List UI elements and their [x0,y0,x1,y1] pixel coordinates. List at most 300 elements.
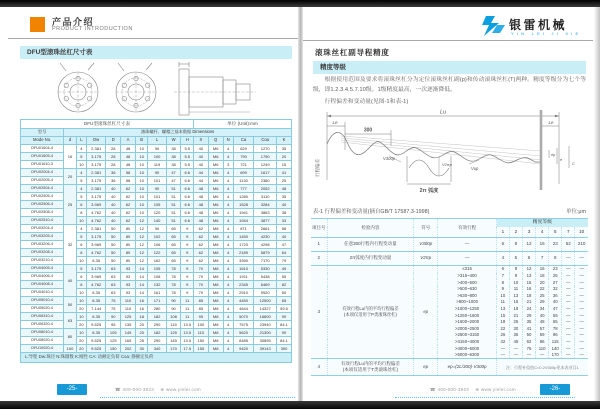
cell: 63 [106,265,121,273]
label-v300p: V300p [383,156,396,161]
cell: 4 [76,225,86,233]
header-grade-number: 5 [549,227,562,238]
cell-model: DFU08010-4 [21,329,64,337]
cell: 90 [148,145,166,153]
cell: 1610 [233,265,253,273]
cell: 40 [193,161,208,169]
cell: M8 [208,345,223,353]
cell: 340 [148,345,166,353]
globe-icon: ⊕ [160,387,165,392]
header-model-cn: 型号 [21,129,64,137]
cell: 4 [223,305,233,313]
cell: 40 [277,233,292,241]
cell: M8 [208,233,223,241]
cell: 14 [135,273,148,281]
cell: 5438 [254,273,277,281]
cell: 6.35 [87,289,106,297]
cell-model: DFU02506-4 [21,201,64,209]
cell: 93 [121,289,136,297]
cell-grade-value: 8 [549,252,562,266]
cell-grade-value: 7 [496,273,509,280]
cell-travel: >1250~1600 [438,312,496,319]
cell: 14327 [254,305,277,313]
cell-grade-value: 65 [549,319,562,326]
cell: 13.5 [181,329,194,337]
table-row [21,225,292,233]
cell: 3390 [233,257,253,265]
table-header-row [311,219,588,228]
table-row [21,297,292,305]
cell-model: DFU03206-4 [21,241,64,249]
header-grade-number: 10 [575,227,588,238]
cell-grade-value: — [575,319,588,326]
table-row [21,217,292,225]
ballscrew-technical-drawing [36,59,276,117]
cell: 1130 [233,177,253,185]
cell: 80 [121,225,136,233]
table-row [21,305,292,313]
cell: 6469 [254,281,277,289]
table-row [21,153,292,161]
column-header: L [148,137,166,145]
cell: 10 [76,313,86,321]
cell-symbol: V300p [414,238,438,252]
axis-label: 行程偏差 [315,159,320,177]
cell: 33 [277,217,292,225]
cell: 63 [106,273,121,281]
cell: 12500 [254,297,277,305]
cell: 5 [76,265,86,273]
cell: 119 [148,161,166,169]
cell: 48 [193,201,208,209]
column-header: Dw [87,137,106,145]
cell: 10 [135,193,148,201]
cell-grade-value: 16 [536,238,549,252]
cell: 150 [106,345,121,353]
cell: 3110 [254,193,277,201]
header-grade-number: 7 [562,227,575,238]
cell: 62 [193,241,208,249]
cell: 12 [135,257,148,265]
cell: 721 [233,161,253,169]
cell-d: 80 [64,329,77,345]
cell: 6.6 [181,209,194,217]
logo-company-name: 银雷机械 [509,18,568,32]
cell: 5620 [233,329,253,337]
cell: 3.175 [87,193,106,201]
cell-formula: ep=(2L/300)·V300p [438,359,496,376]
cell: 62 [121,217,136,225]
cell: 4 [223,209,233,217]
cell: 105 [148,201,166,209]
cell: 9 [181,281,194,289]
cell-model: DFU06310-4 [21,313,64,321]
globe-icon: ⊕ [475,387,480,392]
cell-grade-value: 27 [549,279,562,286]
accuracy-table [311,218,588,376]
table-row [21,185,292,193]
cell-grade-value: 48 [536,319,549,326]
cell: 12 [135,225,148,233]
cell: 78 [166,265,181,273]
cell: 6.6 [181,201,194,209]
header-rule [8,38,298,39]
cell: 50 [277,289,292,297]
cell-grade-value: — [575,292,588,299]
cell: 51 [166,201,181,209]
cell-d: 16 [64,145,77,169]
cell: 38 [166,145,181,153]
cell: 9 [181,241,194,249]
cell-d: 20 [64,169,77,185]
cell: 1911 [233,273,253,281]
table-row [21,321,292,329]
cell: 9520 [254,289,277,297]
cell: M8 [208,225,223,233]
cell: 30895 [254,337,277,345]
scan-bottom-strip [0,401,600,409]
cell: 48 [121,153,136,161]
cell: 6.6 [181,185,194,193]
cell: 50 [106,233,121,241]
cell: 6.6 [181,169,194,177]
cell-grade-value: — [575,299,588,306]
cell: 6 [76,201,86,209]
cell: 10 [76,257,86,265]
cell-grade-value: 50 [522,332,535,339]
cell: 4 [223,273,233,281]
header-rule [303,40,593,41]
cell-grade-value: 23 [549,238,562,252]
cell-d: 25 [64,185,77,225]
cell: 90 [277,329,292,337]
cell-grade-value: 16 [536,266,549,273]
cell: 64 [277,249,292,257]
table-row [21,249,292,257]
cell-grade-value: 8 [496,279,509,286]
cell: 48 [193,185,208,193]
cell-grade-value: — [575,266,588,273]
cell: 9 [181,225,194,233]
table-row [21,265,292,273]
cell-grade-value: — [562,286,575,293]
cell: 9.525 [87,345,106,353]
cell: 4 [223,313,233,321]
cell: 90 [277,313,292,321]
cell: 41 [277,169,292,177]
cell: 9 [181,273,194,281]
cell: 70 [193,265,208,273]
travel-deviation-curve [327,132,541,162]
one-rev-inset [407,156,451,184]
cell: 3.969 [87,273,106,281]
table-row [21,161,292,169]
accuracy-table-body [311,219,588,376]
cell: 4 [223,249,233,257]
cell: 1790 [254,153,277,161]
table-row [21,241,292,249]
cell-travel: >2000~2500 [438,325,496,332]
header-grade-number: 3 [522,227,535,238]
label-vup: Vup [471,166,479,171]
cell-model: DFU10020-4 [21,345,64,353]
cell: 25 [277,177,292,185]
flange-front-view-a [58,63,98,112]
cell: 170 [166,345,181,353]
cell: 44 [193,177,208,185]
cell: 40 [106,217,121,225]
cell: 300 [277,345,292,353]
cell-grade-value: 36 [549,292,562,299]
cell: 4 [223,225,233,233]
cell: 100 [148,153,166,161]
cell: 40 [106,209,121,217]
cell: 39143 [254,345,277,353]
cell: 16 [135,305,148,313]
cell: 4.762 [87,249,106,257]
cell: 47 [166,177,181,185]
cell-travel: >5000~6300 [438,352,496,359]
table-row [21,193,292,201]
cell: 47 [277,241,292,249]
left-page [8,7,298,401]
cell: 70 [193,273,208,281]
yinlei-logo-icon [481,16,507,36]
cell-item: 3 [311,266,327,359]
cell: 6 [76,241,86,249]
cell: 4 [223,337,233,345]
cell: 132 [148,281,166,289]
cell: 62 [121,193,136,201]
cell-grade-value: 40 [549,299,562,306]
cell: 106 [148,241,166,249]
cell-travel: >400~500 [438,279,496,286]
cell: M8 [208,265,223,273]
cell-content: 2π弧度内行程变动量 [327,252,414,266]
cell: 5 [76,153,86,161]
table-row [21,289,292,297]
cell-model: DFU04008-4 [21,281,64,289]
cell-travel: >4000~5000 [438,345,496,352]
cell: 51 [166,217,181,225]
cell: 2.381 [87,185,106,193]
cell: 84.1 [277,337,292,345]
cell: 790 [233,153,253,161]
cell: 58 [121,177,136,185]
cell: 90 [166,297,181,305]
cell: 101 [148,193,166,201]
cell: 105 [148,265,166,273]
cell-grade-value: 25 [549,273,562,280]
cell: M6 [208,217,223,225]
cell-grade-value: — [496,352,509,359]
cell: 182 [148,329,166,337]
cell-grade-value: 78 [549,325,562,332]
cell: 21300 [254,329,277,337]
cell: 63 [106,289,121,297]
page-title-cn: 产品介绍 [52,17,95,27]
cell: 122 [148,249,166,257]
cell: M8 [208,313,223,321]
cell-grade-value: — [562,325,575,332]
cell: 4.762 [87,281,106,289]
label-300: 300 [363,127,373,134]
table-unit: 单位 (Unit):mm [193,120,291,129]
table1-caption-row [313,207,586,215]
cell-grade-value: — [562,279,575,286]
cell-grade-value: 21 [509,312,522,319]
phone-icon: ☎ [115,387,121,392]
cell: 6.35 [87,329,106,337]
cell: 90 [148,185,166,193]
cell-d: 100 [64,345,77,353]
cell: 4 [223,289,233,297]
label-e: e [560,158,563,162]
cell: 80 [121,249,136,257]
cell-travel: — [438,238,496,252]
cell-grade-value: 76 [522,345,535,352]
footer-website: www.yinlei.com [480,387,516,392]
table-header-row [21,137,292,145]
cell: 50 [106,257,121,265]
cell: 58 [121,169,136,177]
cell: 35 [277,193,292,201]
cell: 75 [106,297,121,305]
cell: 100 [193,321,208,329]
cell: 48 [193,193,208,201]
label-c: C [572,162,575,166]
cell: 4 [223,169,233,177]
column-header: L [76,137,86,145]
cell-grade-value: 29 [522,312,535,319]
cell: M6 [208,153,223,161]
cell-grade-value: 13 [496,306,509,313]
cell: 5879 [254,249,277,257]
cell-grade-value: — [562,352,575,359]
page-number-badge: -25- [57,384,87,395]
flange-front-view-b [116,63,156,112]
cell: 48 [193,209,208,217]
cell-grade-value: — [575,345,588,352]
cell: M8 [208,273,223,281]
cell-travel: >315~400 [438,273,496,280]
cell: 40 [106,193,121,201]
cell: 105 [106,329,121,337]
cell: 135 [121,321,136,329]
column-header: X [193,137,208,145]
cell-grade-value: — [562,299,575,306]
cell-grade-value: 8 [509,266,522,273]
cell-travel: >1600~2000 [438,319,496,326]
cell-grade-value: 18 [509,306,522,313]
cell: 80 [121,233,136,241]
cell: 5 [76,177,86,185]
cell: 699 [233,169,253,177]
cell: 12 [135,241,148,249]
cell: 2661 [254,225,277,233]
cell-travel: — [438,252,496,266]
cell-content: 有效行程Lu内的平均行程偏差 (本项仅适用于P类滚珠丝杠) [327,266,414,359]
cell: 40 [193,145,208,153]
cell: 4230 [254,233,277,241]
cell: 10 [76,329,86,337]
cell-model: DFU02504-4 [21,185,64,193]
cell: M6 [208,185,223,193]
cell: 145 [166,337,181,345]
cell: 1944 [233,217,253,225]
cell: 1617 [254,169,277,177]
footer-website: www.yinlei.com [165,387,201,392]
cell: 36 [106,177,121,185]
cell: 48 [277,185,292,193]
cell: M6 [208,201,223,209]
cell-grade-value: 10 [509,279,522,286]
header-grade-number: 4 [536,227,549,238]
footer-dotted-rule [100,397,295,398]
cell: 120 [148,209,166,217]
table-row [311,359,588,376]
column-header: H [181,137,194,145]
cell-model: DFU05010-4 [21,297,64,305]
cell: 3.175 [87,233,106,241]
column-header: Ca [233,137,253,145]
cell-grade-value: 6 [496,266,509,273]
cell: 9.525 [87,321,106,329]
cell: 110 [193,329,208,337]
accuracy-table-wrap [311,218,588,376]
cell: 108 [148,273,166,281]
cell-grade-value: — [575,339,588,346]
cell-grade-value: 26 [496,332,509,339]
cell: 38 [166,153,181,161]
cell: 777 [233,185,253,193]
cell: 101 [148,177,166,185]
cell: 4450 [233,297,253,305]
cell-d: 50 [64,297,77,313]
cell: 3.969 [87,241,106,249]
cell: 4 [223,345,233,353]
cell: 3284 [254,201,277,209]
cell-grade-value: 15 [509,299,522,306]
cell: 15 [277,161,292,169]
cell: 20 [277,153,292,161]
cell: 28 [106,161,121,169]
cell-grade-value: 18 [536,273,549,280]
cell: 5070 [233,313,253,321]
cell-d: 40 [64,265,77,297]
cell-grade-value: — [575,273,588,280]
cell-grade-value: 11 [496,299,509,306]
cell-model: DFU02505-4 [21,193,64,201]
cell: 6.6 [181,193,194,201]
cell: 3863 [254,209,277,217]
cell: M6 [208,209,223,217]
cell-grade-value: — [562,252,575,266]
cell: 1249 [254,161,277,169]
accuracy-paragraph: 根据使用范围及要求将滚珠丝杠分为定位滚珠丝杠副(p)和传动滚珠丝杠(T)两种。精度等级分为七个等级，即1.2.3.4.5.7.10级。1级精度最高，一次逐渐降低。 [313,77,586,93]
cell: 14 [135,281,148,289]
cell: 2345 [233,281,253,289]
cell-grade-value: 40 [536,312,549,319]
cell: 28 [106,153,121,161]
cell: 48 [193,217,208,225]
cell: 10 [135,145,148,153]
header-travel: 有效行程 [438,219,496,238]
cell: 30 [135,345,148,353]
cell: 93 [121,265,136,273]
cell: 9 [181,233,194,241]
cell: 65 [277,297,292,305]
